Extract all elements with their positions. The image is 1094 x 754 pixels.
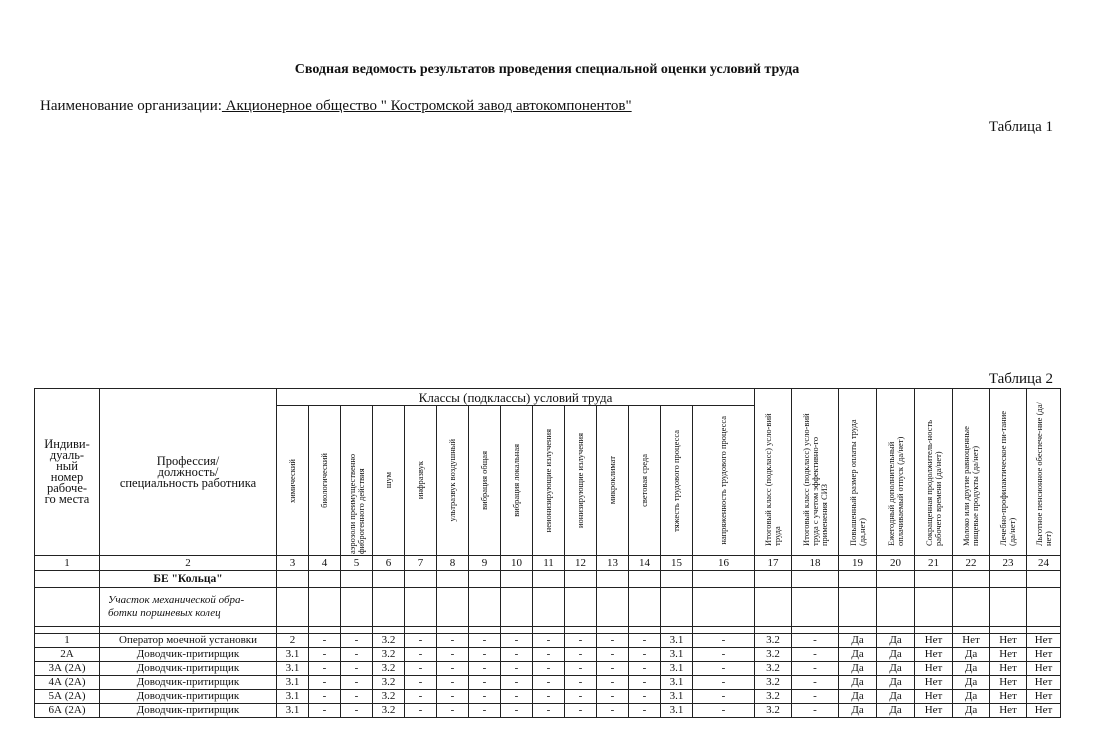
column-number: 5	[341, 556, 373, 571]
column-number: 11	[533, 556, 565, 571]
table-cell: -	[309, 690, 341, 704]
column-number: 23	[990, 556, 1027, 571]
table-row	[35, 704, 1061, 718]
header-col-11: неионизирующие излучения	[533, 406, 565, 556]
column-number: 16	[693, 556, 755, 571]
table-cell: -	[405, 662, 437, 676]
header-col-14: световая среда	[629, 406, 661, 556]
empty-cell	[565, 571, 597, 588]
table-cell: 3.1	[661, 704, 693, 718]
empty-cell	[501, 588, 533, 627]
table-cell: 3.2	[373, 648, 405, 662]
table1-label: Таблица 1	[988, 119, 1053, 135]
header-col-6: шум	[373, 406, 405, 556]
table-cell: -	[693, 676, 755, 690]
empty-cell	[597, 627, 629, 634]
empty-cell	[533, 588, 565, 627]
table-cell: Нет	[915, 704, 953, 718]
table-cell: Да	[953, 662, 990, 676]
table-cell: 3.2	[755, 648, 792, 662]
table-cell: Нет	[1027, 662, 1061, 676]
empty-cell	[693, 627, 755, 634]
table-cell: Нет	[915, 662, 953, 676]
empty-cell	[469, 627, 501, 634]
column-number: 9	[469, 556, 501, 571]
empty-cell	[533, 571, 565, 588]
table-cell: -	[405, 690, 437, 704]
empty-cell	[100, 627, 277, 634]
column-number: 2	[100, 556, 277, 571]
table-cell: 3.2	[373, 634, 405, 648]
table-cell: -	[565, 634, 597, 648]
table-cell: -	[565, 676, 597, 690]
header-col-16: напряженность трудового процесса	[693, 406, 755, 556]
table-cell: 3.2	[373, 662, 405, 676]
empty-cell	[990, 588, 1027, 627]
table-cell: -	[341, 634, 373, 648]
table-cell: Да	[877, 704, 915, 718]
table-cell: Да	[839, 704, 877, 718]
table-cell: -	[437, 634, 469, 648]
column-number: 4	[309, 556, 341, 571]
subsection-empty-cell	[35, 588, 100, 627]
header-classes-group: Классы (подклассы) условий труда	[277, 389, 755, 406]
table-cell: -	[341, 662, 373, 676]
empty-cell	[693, 588, 755, 627]
empty-cell	[915, 571, 953, 588]
table-cell: -	[405, 676, 437, 690]
table-cell: Нет	[990, 690, 1027, 704]
column-number: 24	[1027, 556, 1061, 571]
empty-cell	[565, 627, 597, 634]
column-number: 6	[373, 556, 405, 571]
empty-cell	[953, 588, 990, 627]
table-cell: Нет	[1027, 704, 1061, 718]
empty-cell	[309, 571, 341, 588]
table-cell: -	[469, 704, 501, 718]
table-cell: -	[565, 704, 597, 718]
header-col-21: Сокращенная продолжитель-ность рабочего времени (да/нет)	[915, 389, 953, 556]
table-cell: -	[629, 634, 661, 648]
header-col-19: Повышенный размер оплаты труда (да,нет)	[839, 389, 877, 556]
empty-cell	[341, 588, 373, 627]
empty-cell	[373, 571, 405, 588]
column-number: 1	[35, 556, 100, 571]
header-col-8: ультразвук воздушный	[437, 406, 469, 556]
table-row	[35, 690, 1061, 704]
table-cell: -	[533, 662, 565, 676]
empty-cell	[792, 571, 839, 588]
workplace-id: 6А (2А)	[35, 704, 100, 718]
table-cell: -	[469, 662, 501, 676]
table-cell: 3.1	[277, 662, 309, 676]
table-cell: Да	[839, 662, 877, 676]
empty-cell	[373, 588, 405, 627]
table-cell: Да	[877, 648, 915, 662]
table-cell: -	[533, 690, 565, 704]
empty-cell	[277, 571, 309, 588]
header-col-13: микроклимат	[597, 406, 629, 556]
table-cell: -	[405, 704, 437, 718]
column-number: 12	[565, 556, 597, 571]
profession: Доводчик-притирщик	[100, 662, 277, 676]
table-cell: -	[629, 648, 661, 662]
table-cell: Нет	[990, 676, 1027, 690]
table-cell: -	[792, 662, 839, 676]
section-title-cell	[100, 571, 277, 588]
table-cell: Да	[877, 634, 915, 648]
table-cell: -	[309, 662, 341, 676]
table-cell: Да	[953, 648, 990, 662]
table-cell: Нет	[990, 704, 1027, 718]
table-cell: -	[533, 704, 565, 718]
document-title: Сводная ведомость результатов проведения специальной оценки условий труда	[294, 62, 800, 77]
workplace-id: 3А (2А)	[35, 662, 100, 676]
table-cell: -	[501, 634, 533, 648]
table-cell: -	[501, 704, 533, 718]
table2-label: Таблица 2	[988, 371, 1053, 387]
empty-cell	[597, 571, 629, 588]
header-col-3: химический	[277, 406, 309, 556]
table-cell: Нет	[990, 662, 1027, 676]
profession: Доводчик-притирщик	[100, 704, 277, 718]
empty-cell	[839, 588, 877, 627]
empty-cell	[469, 588, 501, 627]
header-col-10: вибрация локальная	[501, 406, 533, 556]
table-cell: Да	[953, 690, 990, 704]
table-cell: 3.1	[277, 676, 309, 690]
empty-cell	[792, 627, 839, 634]
table-cell: -	[597, 648, 629, 662]
empty-cell	[990, 627, 1027, 634]
empty-cell	[469, 571, 501, 588]
table-cell: -	[469, 690, 501, 704]
empty-cell	[341, 571, 373, 588]
empty-cell	[953, 571, 990, 588]
table-cell: -	[792, 676, 839, 690]
table-cell: 3.1	[661, 676, 693, 690]
table-cell: 3.2	[755, 676, 792, 690]
organization-label: Наименование организации:	[40, 98, 222, 114]
table-cell: 3.2	[755, 704, 792, 718]
header-col-24: Льготное пенсионное обеспече-ние (да/нет)	[1027, 389, 1061, 556]
table-cell: 3.2	[373, 676, 405, 690]
empty-cell	[755, 588, 792, 627]
profession: Доводчик-притирщик	[100, 690, 277, 704]
column-number: 21	[915, 556, 953, 571]
table-cell: -	[565, 690, 597, 704]
column-number: 20	[877, 556, 915, 571]
header-col-5: аэрозоли преимущественно фиброгенного действия	[341, 406, 373, 556]
table-cell: -	[501, 648, 533, 662]
empty-cell	[437, 571, 469, 588]
table-cell: Да	[877, 662, 915, 676]
header-profession: Профессия/ должность/ специальность работника	[100, 389, 277, 556]
table-cell: -	[309, 704, 341, 718]
table-cell: -	[565, 662, 597, 676]
table-cell: -	[309, 634, 341, 648]
empty-cell	[877, 571, 915, 588]
table-cell: -	[597, 690, 629, 704]
empty-cell	[755, 571, 792, 588]
workplace-id: 2А	[35, 648, 100, 662]
empty-cell	[1027, 588, 1061, 627]
table-cell: -	[405, 648, 437, 662]
column-numbers-row	[35, 556, 1061, 571]
table-cell: -	[309, 648, 341, 662]
empty-cell	[915, 588, 953, 627]
column-number: 15	[661, 556, 693, 571]
table-cell: -	[597, 704, 629, 718]
table-cell: 3.1	[277, 704, 309, 718]
empty-cell	[953, 627, 990, 634]
empty-cell	[405, 588, 437, 627]
table-cell: -	[501, 662, 533, 676]
empty-cell	[309, 588, 341, 627]
table-cell: -	[437, 690, 469, 704]
header-col-18: Итоговый класс (подкласс) усло-вий труда с учетом эффективно-го применения СИЗ	[792, 389, 839, 556]
header-col-15: тяжесть трудового процесса	[661, 406, 693, 556]
table-cell: -	[693, 634, 755, 648]
table-cell: -	[437, 704, 469, 718]
table-cell: -	[469, 648, 501, 662]
table-cell: -	[533, 634, 565, 648]
empty-cell	[839, 571, 877, 588]
table-cell: -	[437, 648, 469, 662]
table-cell: -	[341, 690, 373, 704]
results-table	[34, 388, 1061, 718]
table-cell: -	[405, 634, 437, 648]
empty-cell	[309, 627, 341, 634]
table-cell: -	[629, 704, 661, 718]
table-cell: -	[469, 676, 501, 690]
workplace-id: 4А (2А)	[35, 676, 100, 690]
table-cell: Да	[877, 676, 915, 690]
table-cell: -	[597, 634, 629, 648]
table-cell: Нет	[1027, 676, 1061, 690]
empty-cell	[277, 588, 309, 627]
table-cell: -	[597, 676, 629, 690]
column-number: 7	[405, 556, 437, 571]
header-col-9: вибрация общая	[469, 406, 501, 556]
empty-cell	[565, 588, 597, 627]
empty-cell	[501, 627, 533, 634]
table-cell: 3.2	[373, 704, 405, 718]
empty-cell	[629, 627, 661, 634]
header-col-12: ионизирующие излучения	[565, 406, 597, 556]
table-cell: -	[792, 704, 839, 718]
table-cell: -	[501, 690, 533, 704]
table-cell: Нет	[990, 634, 1027, 648]
profession: Доводчик-притирщик	[100, 676, 277, 690]
table-cell: -	[309, 676, 341, 690]
table-cell: 3.2	[755, 634, 792, 648]
table-cell: -	[629, 676, 661, 690]
table-cell: -	[341, 648, 373, 662]
table-cell: -	[469, 634, 501, 648]
table-row	[35, 634, 1061, 648]
profession: Доводчик-притирщик	[100, 648, 277, 662]
table-cell: Да	[877, 690, 915, 704]
empty-cell	[1027, 627, 1061, 634]
table-cell: -	[533, 648, 565, 662]
table-cell: Нет	[915, 634, 953, 648]
empty-cell	[915, 627, 953, 634]
table-cell: Нет	[915, 648, 953, 662]
empty-cell	[437, 627, 469, 634]
table-cell: -	[792, 648, 839, 662]
column-number: 3	[277, 556, 309, 571]
section-row	[35, 571, 1061, 588]
table-cell: -	[437, 676, 469, 690]
table-cell: Нет	[1027, 690, 1061, 704]
table-cell: -	[693, 648, 755, 662]
table-cell: Нет	[990, 648, 1027, 662]
header-col-20: Ежегодный дополнительный оплачиваемый отпуск (да/нет)	[877, 389, 915, 556]
spacer-row	[35, 627, 1061, 634]
column-number: 8	[437, 556, 469, 571]
table-cell: Да	[839, 676, 877, 690]
table-cell: 3.1	[277, 690, 309, 704]
table-cell: -	[792, 690, 839, 704]
empty-cell	[990, 571, 1027, 588]
header-col-7: инфразвук	[405, 406, 437, 556]
workplace-id: 5А (2А)	[35, 690, 100, 704]
table-cell: -	[693, 690, 755, 704]
table-cell: Нет	[915, 690, 953, 704]
empty-cell	[35, 627, 100, 634]
table-cell: Да	[839, 648, 877, 662]
workplace-id: 1	[35, 634, 100, 648]
empty-cell	[661, 627, 693, 634]
table-row	[35, 676, 1061, 690]
table-cell: 3.2	[373, 690, 405, 704]
table-cell: -	[341, 704, 373, 718]
column-number: 19	[839, 556, 877, 571]
table-cell: 3.1	[661, 662, 693, 676]
table-cell: 3.1	[661, 634, 693, 648]
table-cell: -	[693, 662, 755, 676]
table-cell: -	[792, 634, 839, 648]
column-number: 10	[501, 556, 533, 571]
table-row	[35, 648, 1061, 662]
empty-cell	[597, 588, 629, 627]
empty-cell	[755, 627, 792, 634]
section-empty-cell	[35, 571, 100, 588]
table-cell: 2	[277, 634, 309, 648]
table-cell: -	[693, 704, 755, 718]
table-cell: 3.2	[755, 690, 792, 704]
header-id: Индиви- дуаль- ный номер рабоче- го места	[35, 389, 100, 556]
empty-cell	[792, 588, 839, 627]
empty-cell	[533, 627, 565, 634]
table-cell: -	[629, 690, 661, 704]
column-number: 13	[597, 556, 629, 571]
empty-cell	[405, 571, 437, 588]
header-col-23: Лечебно-профилактическое пи-тание (да/нет)	[990, 389, 1027, 556]
subsection-title-cell	[100, 588, 277, 627]
table-cell: Нет	[1027, 634, 1061, 648]
table-cell: Нет	[1027, 648, 1061, 662]
empty-cell	[341, 627, 373, 634]
header-col-17: Итоговый класс (подкласс) усло-вий труда	[755, 389, 792, 556]
column-number: 22	[953, 556, 990, 571]
organization-line	[40, 98, 632, 115]
table-cell: 3.1	[661, 648, 693, 662]
table-row	[35, 662, 1061, 676]
table-cell: Нет	[915, 676, 953, 690]
empty-cell	[405, 627, 437, 634]
empty-cell	[839, 627, 877, 634]
empty-cell	[693, 571, 755, 588]
empty-cell	[277, 627, 309, 634]
header-col-22: Молоко или другие равноценные пищевые продукты (да/нет)	[953, 389, 990, 556]
table-cell: Да	[839, 634, 877, 648]
empty-cell	[877, 588, 915, 627]
empty-cell	[629, 588, 661, 627]
section-title: БЕ "Кольца"	[153, 572, 223, 585]
subsection-row	[35, 588, 1061, 627]
header-col-4: биологический	[309, 406, 341, 556]
table-cell: 3.1	[661, 690, 693, 704]
table-cell: Да	[953, 704, 990, 718]
table-cell: Да	[953, 676, 990, 690]
table-cell: -	[565, 648, 597, 662]
table-cell: -	[629, 662, 661, 676]
empty-cell	[661, 588, 693, 627]
column-number: 18	[792, 556, 839, 571]
table-cell: -	[533, 676, 565, 690]
empty-cell	[877, 627, 915, 634]
empty-cell	[661, 571, 693, 588]
table-cell: 3.2	[755, 662, 792, 676]
table-cell: Нет	[953, 634, 990, 648]
table-cell: Да	[839, 690, 877, 704]
empty-cell	[373, 627, 405, 634]
table-cell: -	[597, 662, 629, 676]
table-cell: -	[501, 676, 533, 690]
empty-cell	[501, 571, 533, 588]
table-cell: -	[437, 662, 469, 676]
subsection-title: Участок механической обра- ботки поршневых колец	[108, 594, 245, 619]
empty-cell	[1027, 571, 1061, 588]
column-number: 17	[755, 556, 792, 571]
empty-cell	[437, 588, 469, 627]
table-cell: 3.1	[277, 648, 309, 662]
column-number: 14	[629, 556, 661, 571]
organization-name: Акционерное общество " Костромской завод автокомпонентов"	[221, 98, 632, 114]
profession: Оператор моечной установки	[100, 634, 277, 648]
table-cell: -	[341, 676, 373, 690]
empty-cell	[629, 571, 661, 588]
